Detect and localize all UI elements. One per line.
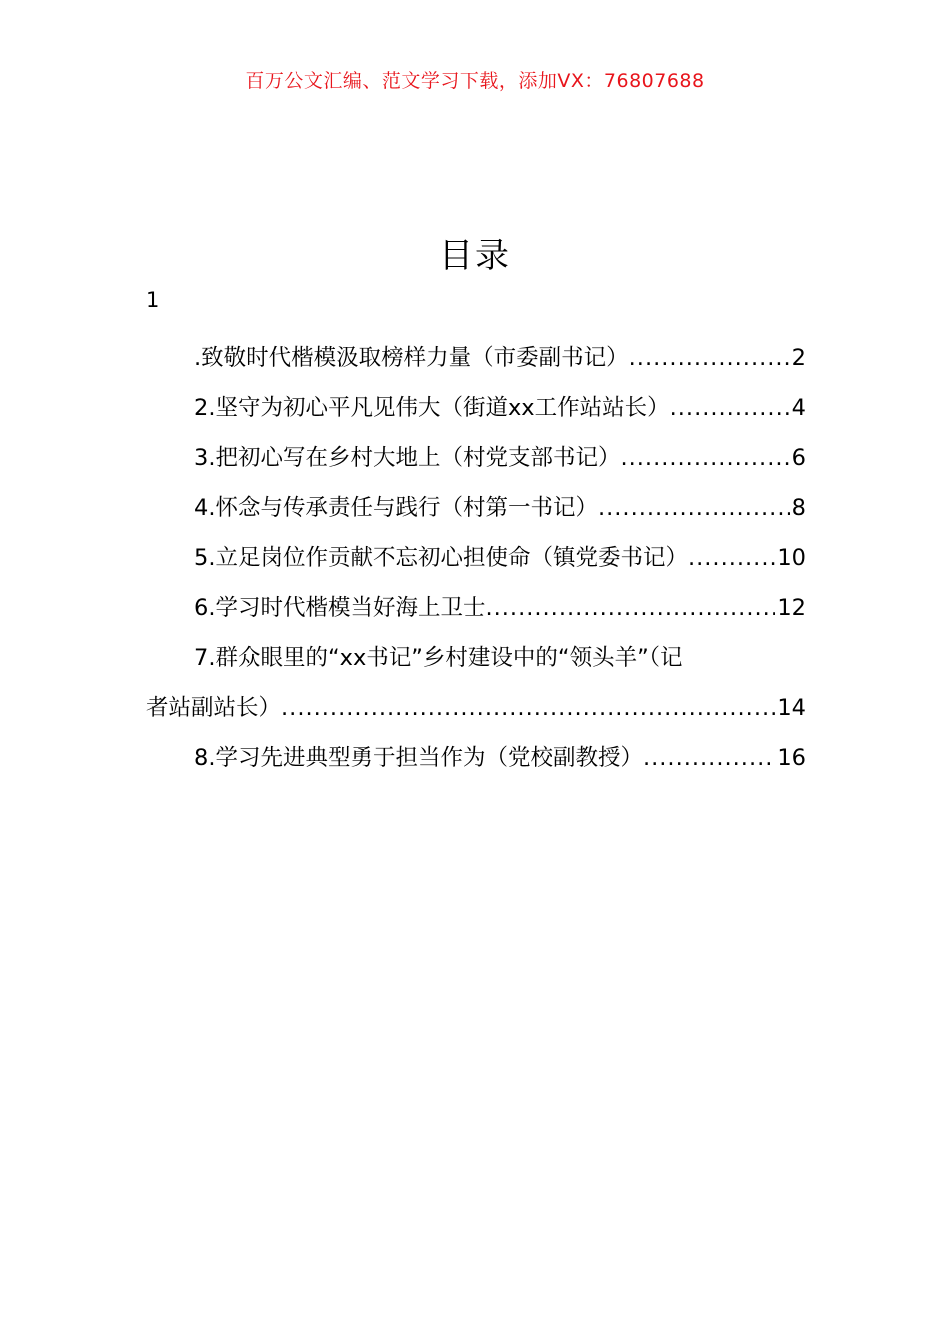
toc-entry-title: 3.把初心写在乡村大地上（村党支部书记） (194, 445, 621, 471)
dot-leader (643, 733, 775, 783)
toc-entry-title: 5.立足岗位作贡献不忘初心担使命（镇党委书记） (194, 545, 688, 571)
toc-entry-line-1 (146, 633, 806, 683)
toc-entry[interactable] (146, 533, 806, 583)
toc-entry-title-line-2: 者站副站长） (146, 695, 282, 721)
toc-entry[interactable] (146, 483, 806, 533)
toc-entry-title: 6.学习时代楷模当好海上卫士 (194, 595, 486, 621)
toc-title: 目录 (439, 236, 511, 276)
dot-leader (629, 333, 790, 383)
stray-number: 1 (146, 288, 160, 312)
toc-entry-page: 12 (777, 595, 806, 621)
toc-entry[interactable] (146, 733, 806, 783)
dot-leader (620, 433, 789, 483)
toc-entry-title: 4.怀念与传承责任与践行（村第一书记） (194, 495, 598, 521)
toc-entry-title: 2.坚守为初心平凡见伟大（街道xx工作站站长） (194, 395, 670, 421)
toc-entry-page: 8 (791, 495, 806, 521)
toc-entry-page: 10 (777, 545, 806, 571)
toc-entry-page: 14 (777, 695, 806, 721)
dot-leader (485, 583, 775, 633)
toc-entry-wrapped[interactable] (146, 633, 806, 733)
toc-entry-title-line-1: 7.群众眼里的“xx书记”乡村建设中的“领头羊”（记 (194, 645, 683, 671)
dot-leader (670, 383, 790, 433)
dot-leader (598, 483, 790, 533)
toc-entry[interactable] (146, 433, 806, 483)
dot-leader (688, 533, 775, 583)
toc-entry[interactable] (146, 333, 806, 383)
toc-entry-page: 4 (791, 395, 806, 421)
toc-entry-page: 16 (777, 745, 806, 771)
toc-entry-page: 2 (791, 345, 806, 371)
toc-entry[interactable] (146, 583, 806, 633)
toc-entry-page: 6 (791, 445, 806, 471)
toc-entry-title: 8.学习先进典型勇于担当作为（党校副教授） (194, 745, 643, 771)
toc-entry-line-2 (146, 683, 806, 733)
toc-list (146, 333, 806, 783)
toc-entry-title: .致敬时代楷模汲取榜样力量（市委副书记） (194, 345, 629, 371)
header-note: 百万公文汇编、范文学习下载，添加VX：76807688 (245, 70, 705, 92)
toc-entry[interactable] (146, 383, 806, 433)
dot-leader (281, 683, 775, 733)
